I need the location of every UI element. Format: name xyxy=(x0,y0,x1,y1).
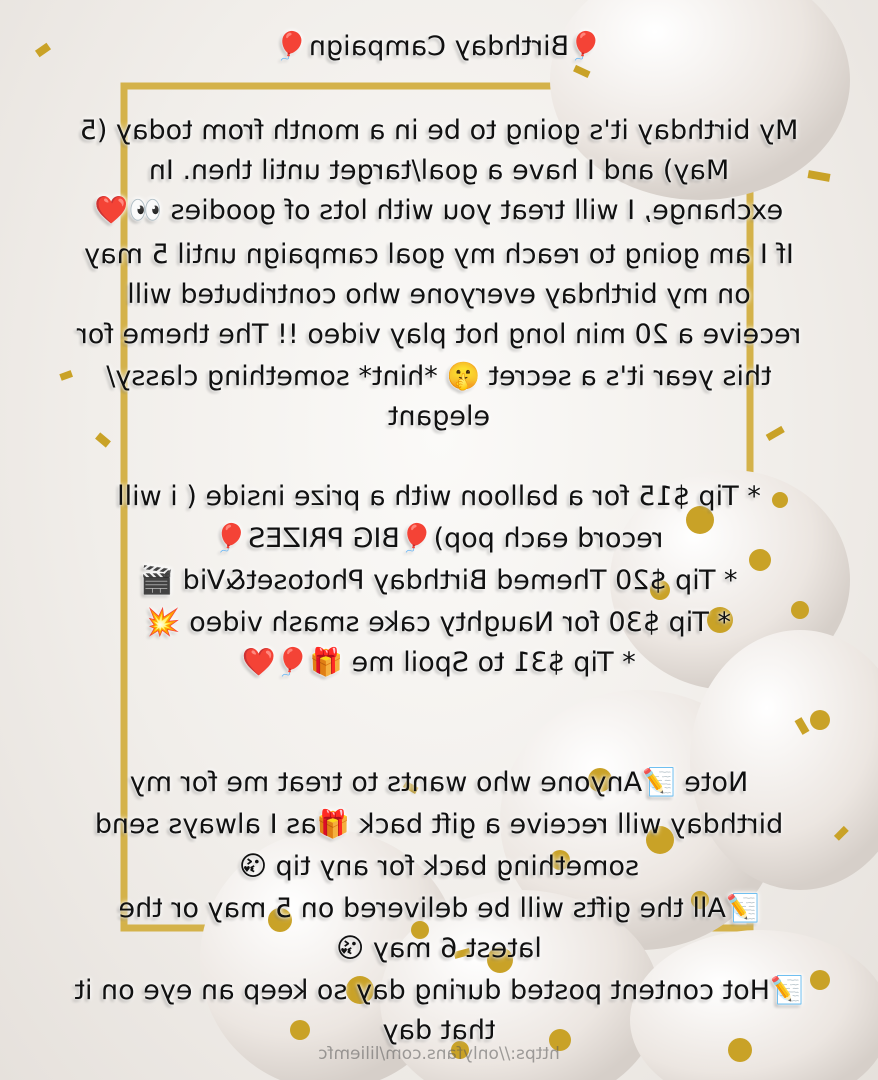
text-line: If I am going to reach my goal campaign until 5 may xyxy=(84,239,794,270)
tip-item: * Tip $15 for a balloon with a prize inside ( i will xyxy=(117,481,761,512)
text-line: elegant xyxy=(387,401,491,432)
note-line: that day xyxy=(382,1015,496,1046)
note-line: latest 6 may 😘 xyxy=(336,933,542,964)
tip-item: * Tip $30 for Naughty cake smash video 💥 xyxy=(147,607,731,638)
text-line: receive a 20 min long hot play video !! The theme for xyxy=(76,319,802,350)
note-line: something back for any tip 😘 xyxy=(238,851,640,882)
tip-item: * Tip $20 Themed Birthday Photoset&Vid 🎬 xyxy=(140,565,738,596)
note-line: 📝Hot content posted during day so keep an eye on it xyxy=(74,975,804,1006)
campaign-title: 🎈Birthday Campaign🎈 xyxy=(275,31,603,62)
text-line: on my birthday everyone who contributed will xyxy=(127,279,751,310)
watermark-url: https://onlyfans.com/liliemfc xyxy=(318,1044,560,1064)
note-line: 📝All the gifts will be delivered on 5 may or the xyxy=(118,893,760,924)
tip-item: record each pop)🎈BIG PRIZES🎈 xyxy=(214,523,664,554)
text-line: May) and I have a goal/target until then. In xyxy=(148,155,730,186)
text-line: exchange, I will treat you with lots of goodies 👀❤️ xyxy=(94,195,784,226)
tip-item: * Tip $31 to Spoil me 🎁🎈❤️ xyxy=(242,647,636,678)
note-line: birthday will receive a gift back 🎁as I always send xyxy=(94,809,784,840)
text-line: this year it's a secret 🤫 *hint* something classy/ xyxy=(106,361,772,392)
text-line: My birthday it's going to be in a month from today (5 xyxy=(79,115,799,146)
note-line: Note 📝Anyone who wants to treat me for my xyxy=(129,767,749,798)
